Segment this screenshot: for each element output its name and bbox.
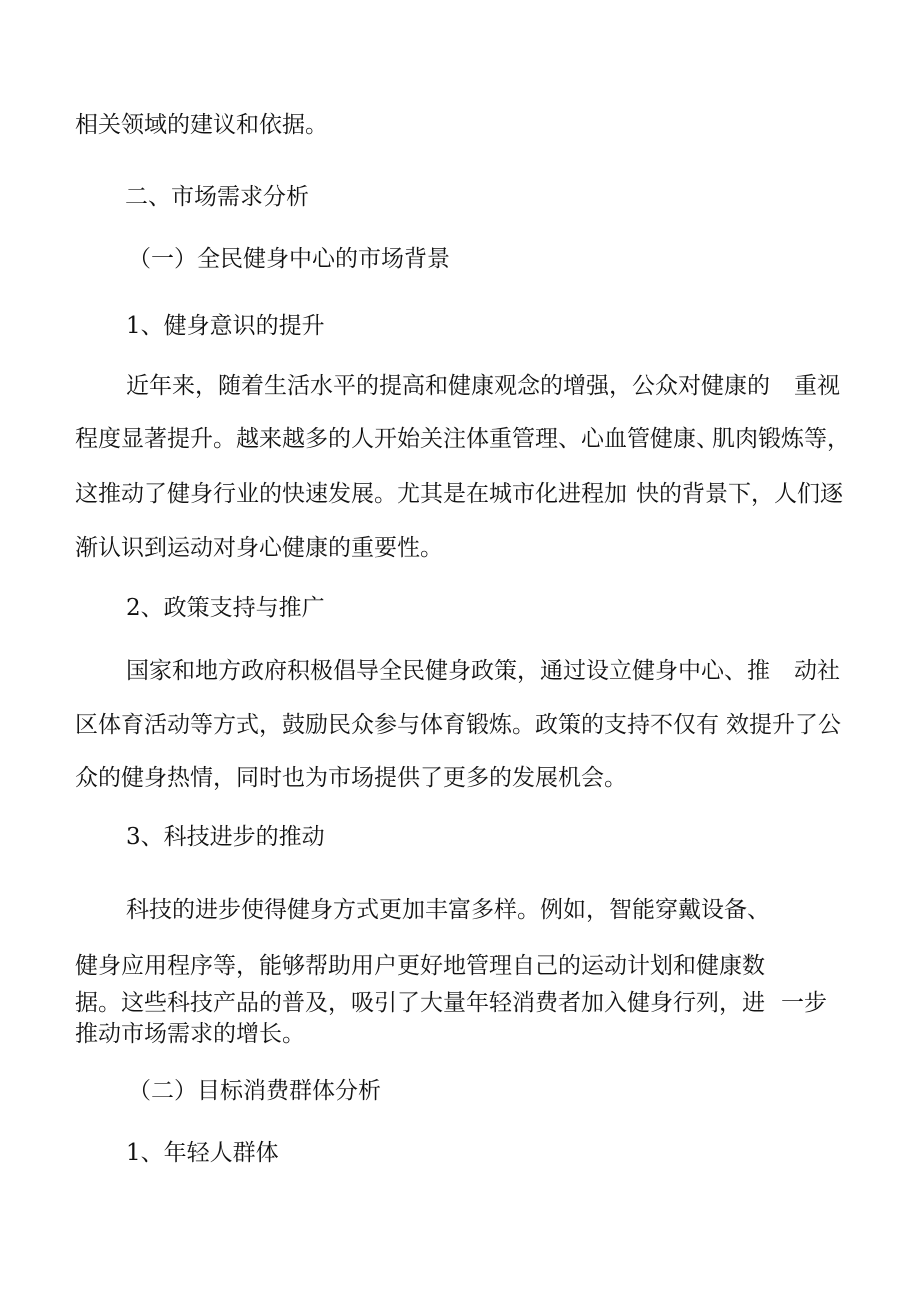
paragraph-line-fragment: 动社	[794, 658, 840, 684]
item-heading: 2、政策支持与推广	[126, 595, 325, 621]
paragraph-line: 程度显著提升。越来越多的人开始关注体重管理、心血管健康、	[75, 426, 719, 452]
item-heading: 3、科技进步的推动	[126, 824, 325, 850]
subsection-heading: （一）全民健身中心的市场背景	[128, 246, 450, 272]
paragraph-line: 这推动了健身行业的快速发展。尤其是在城市化进程加	[75, 481, 627, 507]
paragraph-line-fragment: 重视	[794, 373, 840, 399]
paragraph-line: 推动市场需求的增长。	[75, 1021, 305, 1047]
paragraph-line-fragment: 肌肉锻炼等，	[712, 426, 850, 452]
paragraph-line: 相关领域的建议和依据。	[75, 112, 328, 138]
item-heading: 1、年轻人群体	[126, 1140, 279, 1166]
paragraph-line-fragment: 快的背景下，人们逐	[636, 481, 843, 507]
paragraph-line-fragment: 效提升了公	[726, 712, 841, 738]
section-heading: 二、市场需求分析	[125, 184, 309, 210]
paragraph-line: 科技的进步使得健身方式更加丰富多样。例如，智能穿戴设备、	[126, 897, 770, 923]
paragraph-line: 区体育活动等方式，鼓励民众参与体育锻炼。政策的支持不仅有	[75, 712, 719, 738]
paragraph-line-fragment: 一步	[781, 990, 827, 1016]
item-heading: 1、健身意识的提升	[126, 313, 325, 339]
paragraph-line: 健身应用程序等，能够帮助用户更好地管理自己的运动计划和健康数	[75, 953, 765, 979]
subsection-heading: （二）目标消费群体分析	[128, 1078, 381, 1104]
paragraph-line: 众的健身热情，同时也为市场提供了更多的发展机会。	[75, 765, 627, 791]
paragraph-line: 渐认识到运动对身心健康的重要性。	[75, 535, 443, 561]
paragraph-line: 据。这些科技产品的普及，吸引了大量年轻消费者加入健身行列，进	[75, 990, 765, 1016]
paragraph-line: 国家和地方政府积极倡导全民健身政策，通过设立健身中心、推	[126, 658, 770, 684]
paragraph-line: 近年来，随着生活水平的提高和健康观念的增强，公众对健康的	[126, 373, 770, 399]
